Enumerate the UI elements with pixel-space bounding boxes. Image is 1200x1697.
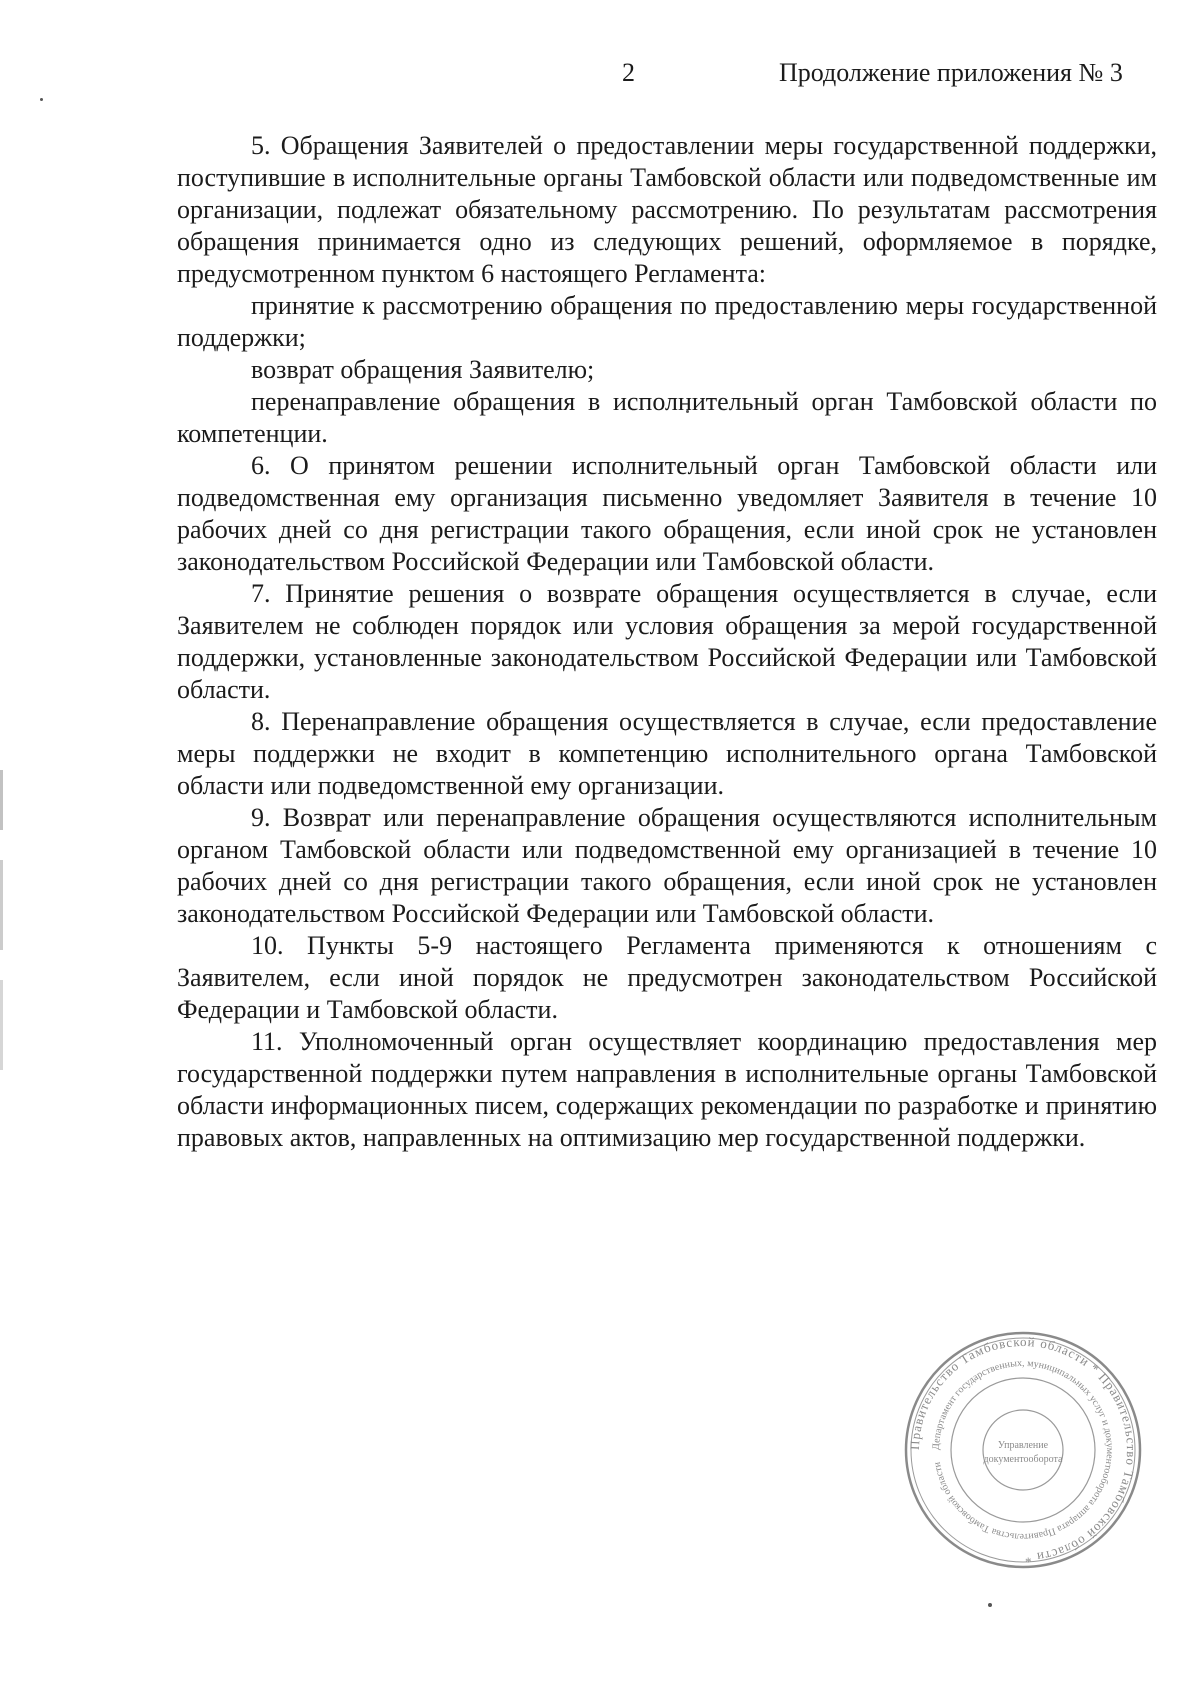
paragraph-8: 8. Перенаправление обращения осуществляется в случае, если предоставление меры поддержки не входит в компетенцию исполнительного органа Тамбовской области или подведомственной ему организации. [177,707,1157,800]
official-stamp [903,1330,1143,1570]
document-body [177,130,1157,1154]
paragraph-5: 5. Обращения Заявителей о предоставлении меры государственной поддержки, поступившие в исполнительные органы Тамбовской области или подведомственные им организации, подлежат обязательному рассмотрению. По результатам рассмотрения обращения принимается одно из следующих решений, оформляемое в порядке, предусмотренном пунктом 6 настоящего Регламента: [177,131,1157,288]
scan-speck [40,98,43,101]
paragraph-11: 11. Уполномоченный орган осуществляет координацию предоставления мер государственной поддержки путем направления в исполнительные органы Тамбовской области информационных писем, содержащих рекомендации по разработке и принятию правовых актов, направленных на оптимизацию мер государственной поддержки. [177,1027,1157,1152]
decision-option-redirect: перенаправление обращения в исполнительный орган Тамбовской области по компетенции. [177,387,1157,448]
stamp-center-line-1: Управление [997,1440,1049,1451]
stamp-center-line-2: документооборота [983,1454,1063,1465]
scan-speck [988,1603,992,1607]
page-number: 2 [622,58,635,87]
decision-option-accept: принятие к рассмотрению обращения по предоставлению меры государственной поддержки; [177,291,1157,352]
paragraph-7: 7. Принятие решения о возврате обращения осуществляется в случае, если Заявителем не соблюден порядок или условия обращения за мерой государственной поддержки, установленные законодательством Российской Федерации или Тамбовской области. [177,579,1157,704]
paragraph-6: 6. О принятом решении исполнительный орган Тамбовской области или подведомственная ему организация письменно уведомляет Заявителя в течение 10 рабочих дней со дня регистрации такого обращения, если иной срок не установлен законодательством Российской Федерации или Тамбовской области. [177,451,1157,576]
decision-option-return: возврат обращения Заявителю; [251,355,595,384]
appendix-continuation-label: Продолжение приложения № 3 [779,58,1123,87]
stamp-outer-text: Правительство Тамбовской области * Правительство Тамбовской области * [906,1333,1140,1567]
scan-edge-artifact [0,770,3,1070]
stamp-inner-text: Департамент государственных, муниципальных услуг и документооборота аппарата Правительства Тамбовской области [930,1357,1116,1543]
paragraph-10: 10. Пункты 5-9 настоящего Регламента применяются к отношениям с Заявителем, если иной порядок не предусмотрен законодательством Российской Федерации и Тамбовской области. [177,931,1157,1024]
paragraph-9: 9. Возврат или перенаправление обращения осуществляются исполнительным органом Тамбовской области или подведомственной ему организацией в течение 10 рабочих дней со дня регистрации такого обращения, если иной срок не установлен законодательством Российской Федерации или Тамбовской области. [177,803,1157,928]
